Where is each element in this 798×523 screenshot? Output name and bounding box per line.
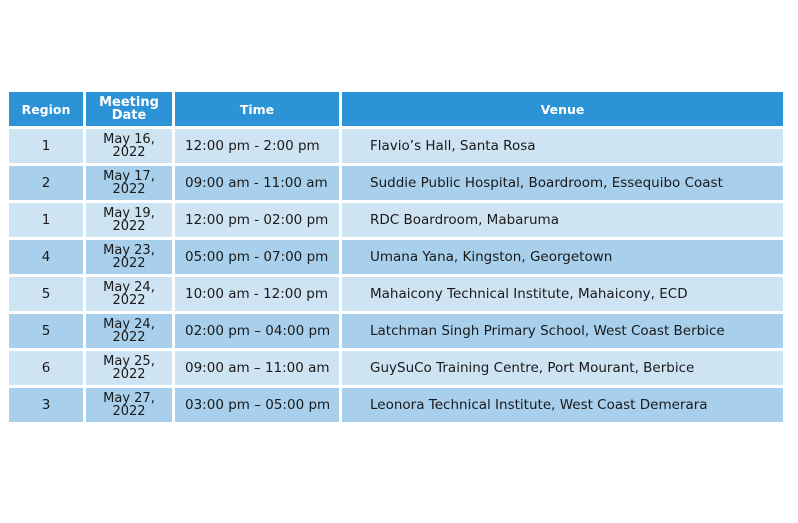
- cell-venue: RDC Boardroom, Mabaruma: [342, 203, 783, 237]
- header-date-line1: Meeting: [99, 95, 159, 110]
- cell-region: 1: [9, 203, 83, 237]
- cell-time: 03:00 pm – 05:00 pm: [175, 388, 339, 422]
- cell-venue: Leonora Technical Institute, West Coast Demerara: [342, 388, 783, 422]
- table-row: [9, 277, 783, 311]
- cell-meeting-date: [86, 277, 172, 311]
- cell-region: 5: [9, 277, 83, 311]
- table-row: [9, 388, 783, 422]
- cell-venue: Suddie Public Hospital, Boardroom, Essequibo Coast: [342, 166, 783, 200]
- cell-meeting-date: [86, 129, 172, 163]
- date-line1: May 24,: [103, 317, 155, 332]
- cell-meeting-date: [86, 166, 172, 200]
- table-header: [9, 92, 783, 126]
- cell-time: 09:00 am – 11:00 am: [175, 351, 339, 385]
- date-line1: May 24,: [103, 280, 155, 295]
- header-venue: Venue: [342, 92, 783, 126]
- date-line1: May 16,: [103, 132, 155, 147]
- table-row: [9, 314, 783, 348]
- cell-meeting-date: [86, 351, 172, 385]
- cell-region: 4: [9, 240, 83, 274]
- cell-region: 5: [9, 314, 83, 348]
- cell-venue: Umana Yana, Kingston, Georgetown: [342, 240, 783, 274]
- table-row: [9, 203, 783, 237]
- cell-venue: Latchman Singh Primary School, West Coast Berbice: [342, 314, 783, 348]
- date-line2: 2022: [112, 293, 146, 308]
- date-line1: May 17,: [103, 169, 155, 184]
- cell-meeting-date: [86, 388, 172, 422]
- table-row: [9, 166, 783, 200]
- header-date-line2: Date: [111, 108, 147, 123]
- cell-venue: GuySuCo Training Centre, Port Mourant, Berbice: [342, 351, 783, 385]
- date-line1: May 23,: [103, 243, 155, 258]
- cell-meeting-date: [86, 314, 172, 348]
- cell-time: 09:00 am - 11:00 am: [175, 166, 339, 200]
- cell-time: 12:00 pm - 2:00 pm: [175, 129, 339, 163]
- cell-time: 02:00 pm – 04:00 pm: [175, 314, 339, 348]
- date-line1: May 25,: [103, 354, 155, 369]
- date-line1: May 19,: [103, 206, 155, 221]
- cell-meeting-date: [86, 203, 172, 237]
- cell-region: 3: [9, 388, 83, 422]
- cell-region: 2: [9, 166, 83, 200]
- cell-region: 1: [9, 129, 83, 163]
- cell-meeting-date: [86, 240, 172, 274]
- date-line2: 2022: [112, 367, 146, 382]
- meeting-schedule-table: [6, 89, 786, 425]
- cell-time: 10:00 am - 12:00 pm: [175, 277, 339, 311]
- date-line2: 2022: [112, 182, 146, 197]
- date-line2: 2022: [112, 145, 146, 160]
- date-line2: 2022: [112, 256, 146, 271]
- header-meeting-date: [86, 92, 172, 126]
- header-time: Time: [175, 92, 339, 126]
- date-line1: May 27,: [103, 391, 155, 406]
- table-row: [9, 129, 783, 163]
- date-line2: 2022: [112, 404, 146, 419]
- header-region: Region: [9, 92, 83, 126]
- date-line2: 2022: [112, 330, 146, 345]
- header-row: [9, 92, 783, 126]
- cell-venue: Mahaicony Technical Institute, Mahaicony, ECD: [342, 277, 783, 311]
- date-line2: 2022: [112, 219, 146, 234]
- cell-venue: Flavio’s Hall, Santa Rosa: [342, 129, 783, 163]
- cell-time: 05:00 pm - 07:00 pm: [175, 240, 339, 274]
- cell-region: 6: [9, 351, 83, 385]
- table-body: [9, 129, 783, 422]
- table-row: [9, 240, 783, 274]
- table-row: [9, 351, 783, 385]
- cell-time: 12:00 pm - 02:00 pm: [175, 203, 339, 237]
